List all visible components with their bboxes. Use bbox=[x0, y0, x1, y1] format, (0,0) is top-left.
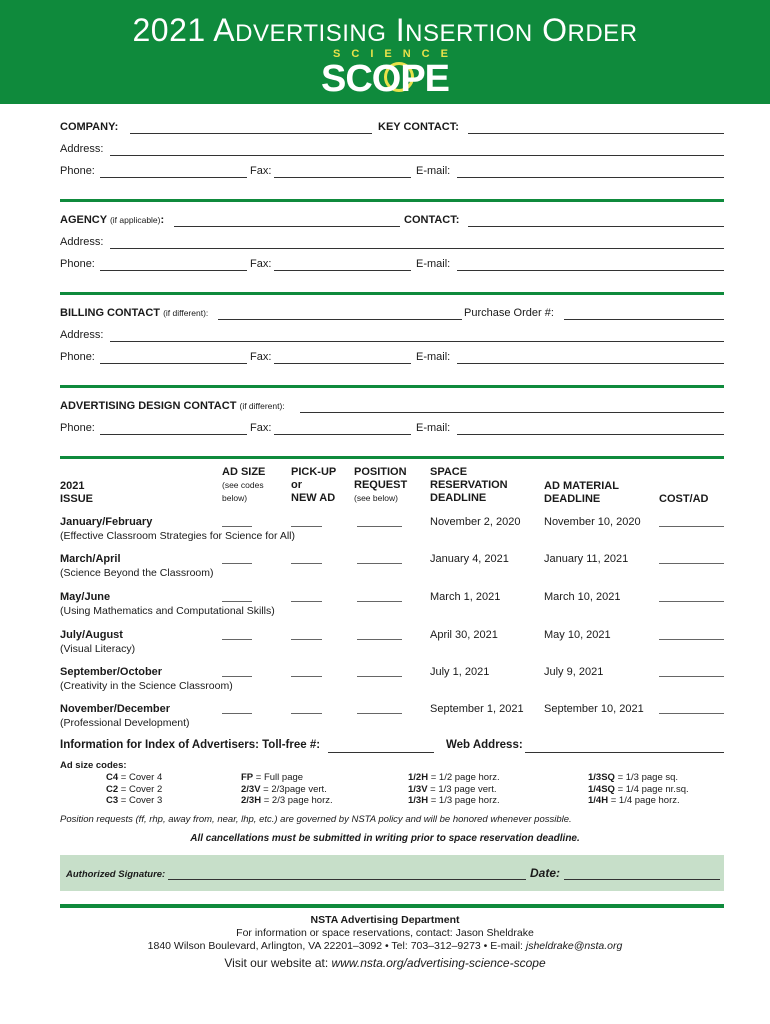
agency-email-field[interactable] bbox=[457, 270, 724, 271]
pickup-field[interactable] bbox=[291, 526, 322, 527]
position-requests-note: Position requests (ff, rhp, away from, near, lhp, etc.) are governed by NSTA policy and will be honored whenever possible. bbox=[60, 814, 572, 825]
phone-label: Phone: bbox=[60, 422, 95, 434]
code-entry: 1/4H = 1/4 page horz. bbox=[588, 795, 680, 806]
billing-email-field[interactable] bbox=[457, 363, 724, 364]
company-phone-row bbox=[60, 165, 724, 181]
agency-phone-field[interactable] bbox=[100, 270, 247, 271]
issue-theme: (Using Mathematics and Computational Skills) bbox=[60, 605, 275, 617]
agency-row bbox=[60, 214, 724, 230]
code-entry: 1/3H = 1/3 page horz. bbox=[408, 795, 500, 806]
section-divider bbox=[60, 385, 724, 388]
pickup-field[interactable] bbox=[291, 713, 322, 714]
ad-size-field[interactable] bbox=[222, 639, 252, 640]
footer-department: NSTA Advertising Department bbox=[310, 914, 460, 926]
position-field[interactable] bbox=[357, 639, 402, 640]
date-label: Date: bbox=[530, 866, 561, 880]
position-field[interactable] bbox=[357, 713, 402, 714]
company-row bbox=[60, 121, 724, 137]
material-deadline: July 9, 2021 bbox=[544, 666, 604, 678]
billing-phone-field[interactable] bbox=[100, 363, 247, 364]
code-entry: 1/3SQ = 1/3 page sq. bbox=[588, 772, 679, 783]
date-field[interactable] bbox=[564, 879, 720, 880]
issue-name: May/June bbox=[60, 591, 111, 603]
section-divider bbox=[60, 199, 724, 202]
position-field[interactable] bbox=[357, 676, 402, 677]
company-label: COMPANY: bbox=[60, 121, 119, 133]
codes-covers bbox=[106, 772, 162, 807]
section-divider bbox=[60, 292, 724, 295]
design-phone-field[interactable] bbox=[100, 434, 247, 435]
agency-label: AGENCY (if applicable): bbox=[60, 214, 165, 226]
fax-label: Fax: bbox=[250, 165, 272, 177]
code-entry: C3 = Cover 3 bbox=[106, 795, 163, 806]
email-label: E-mail: bbox=[416, 165, 451, 177]
ad-size-field[interactable] bbox=[222, 601, 252, 602]
ad-size-field[interactable] bbox=[222, 713, 252, 714]
billing-address-field[interactable] bbox=[110, 341, 724, 342]
issue-theme: (Professional Development) bbox=[60, 717, 190, 729]
pickup-field[interactable] bbox=[291, 676, 322, 677]
issue-theme: (Visual Literacy) bbox=[60, 643, 136, 655]
agency-contact-field[interactable] bbox=[468, 226, 724, 227]
purchase-order-field[interactable] bbox=[564, 319, 724, 320]
space-deadline: September 1, 2021 bbox=[430, 703, 524, 715]
key-contact-field[interactable] bbox=[468, 133, 724, 134]
address-label: Address: bbox=[60, 236, 104, 248]
space-deadline: November 2, 2020 bbox=[430, 516, 521, 528]
email-label: E-mail: bbox=[416, 351, 451, 363]
pickup-field[interactable] bbox=[291, 563, 322, 564]
email-label: E-mail: bbox=[416, 258, 451, 270]
material-deadline: March 10, 2021 bbox=[544, 591, 621, 603]
billing-contact-field[interactable] bbox=[218, 319, 462, 320]
address-label: Address: bbox=[60, 329, 104, 341]
header-pickup: PICK-UP or NEW AD bbox=[291, 466, 337, 504]
footer-email-link[interactable]: jsheldrake@nsta.org bbox=[525, 940, 623, 952]
material-deadline: January 11, 2021 bbox=[544, 553, 629, 565]
section-divider bbox=[60, 456, 724, 459]
material-deadline: May 10, 2021 bbox=[544, 629, 611, 641]
issue-name: March/April bbox=[60, 553, 121, 565]
web-address-label: Web Address: bbox=[446, 739, 523, 751]
index-row bbox=[60, 739, 724, 755]
ad-size-field[interactable] bbox=[222, 563, 252, 564]
header-position: POSITION REQUEST (see below) bbox=[354, 466, 408, 503]
cost-field[interactable] bbox=[659, 601, 724, 602]
issue-name: September/October bbox=[60, 666, 163, 678]
agency-field[interactable] bbox=[174, 226, 400, 227]
design-fax-field[interactable] bbox=[274, 434, 411, 435]
toll-free-field[interactable] bbox=[328, 752, 434, 753]
company-phone-field[interactable] bbox=[100, 177, 247, 178]
agency-fax-field[interactable] bbox=[274, 270, 411, 271]
footer-divider bbox=[60, 904, 724, 908]
footer-website: Visit our website at: www.nsta.org/advertising-science-scope bbox=[224, 956, 546, 970]
position-field[interactable] bbox=[357, 526, 402, 527]
billing-fax-field[interactable] bbox=[274, 363, 411, 364]
space-deadline: March 1, 2021 bbox=[430, 591, 501, 603]
footer-contact-info: For information or space reservations, contact: Jason Sheldrake bbox=[236, 927, 534, 939]
position-field[interactable] bbox=[357, 601, 402, 602]
company-address-field[interactable] bbox=[110, 155, 724, 156]
codes-half-third bbox=[408, 772, 500, 807]
logo-scope-text: SCOPE bbox=[320, 58, 450, 100]
material-deadline: November 10, 2020 bbox=[544, 516, 641, 528]
position-field[interactable] bbox=[357, 563, 402, 564]
cancellation-note: All cancellations must be submitted in writing prior to space reservation deadline. bbox=[190, 833, 580, 844]
issue-name: November/December bbox=[60, 703, 171, 715]
pickup-field[interactable] bbox=[291, 601, 322, 602]
purchase-order-label: Purchase Order #: bbox=[464, 307, 554, 319]
fax-label: Fax: bbox=[250, 258, 272, 270]
header-banner bbox=[0, 0, 770, 104]
address-label: Address: bbox=[60, 143, 104, 155]
cost-field[interactable] bbox=[659, 713, 724, 714]
billing-phone-row bbox=[60, 351, 724, 367]
code-entry: C2 = Cover 2 bbox=[106, 783, 163, 795]
company-address-row bbox=[60, 143, 724, 159]
cost-field[interactable] bbox=[659, 563, 724, 564]
company-fax-field[interactable] bbox=[274, 177, 411, 178]
design-email-field[interactable] bbox=[457, 434, 724, 435]
index-info-label: Information for Index of Advertisers: Toll-free #: bbox=[60, 739, 321, 751]
agency-address-row bbox=[60, 236, 724, 252]
page-title: 2021 ADVERTISING INSERTION ORDER bbox=[132, 12, 638, 48]
authorized-signature-label: Authorized Signature: bbox=[66, 869, 166, 880]
signature-box bbox=[60, 855, 724, 891]
design-contact-row bbox=[60, 400, 724, 416]
issue-theme: (Science Beyond the Classroom) bbox=[60, 567, 214, 579]
issue-theme: (Effective Classroom Strategies for Science for All) bbox=[60, 530, 295, 542]
fax-label: Fax: bbox=[250, 351, 272, 363]
codes-full-twothirds bbox=[241, 772, 333, 807]
header-space-deadline: SPACE RESERVATION DEADLINE bbox=[430, 466, 508, 504]
website-link[interactable]: www.nsta.org/advertising-science-scope bbox=[331, 956, 546, 970]
agency-address-field[interactable] bbox=[110, 248, 724, 249]
issue-name: January/February bbox=[60, 516, 153, 528]
code-entry: C4 = Cover 4 bbox=[106, 772, 163, 783]
fax-label: Fax: bbox=[250, 422, 272, 434]
company-field[interactable] bbox=[130, 133, 372, 134]
phone-label: Phone: bbox=[60, 351, 95, 363]
header-ad-size: AD SIZE (see codes below) bbox=[222, 466, 266, 503]
space-deadline: April 30, 2021 bbox=[430, 629, 498, 641]
header-material-deadline: AD MATERIAL DEADLINE bbox=[544, 480, 619, 505]
company-email-field[interactable] bbox=[457, 177, 724, 178]
ad-size-field[interactable] bbox=[222, 526, 252, 527]
footer-address: 1840 Wilson Boulevard, Arlington, VA 22201–3092 • Tel: 703–312–9273 • E-mail: jsheldrake@nsta.org bbox=[147, 940, 623, 952]
agency-contact-label: CONTACT: bbox=[404, 214, 460, 226]
agency-phone-row bbox=[60, 258, 724, 274]
design-contact-label: ADVERTISING DESIGN CONTACT (if different): bbox=[60, 400, 285, 412]
pickup-field[interactable] bbox=[291, 639, 322, 640]
code-entry: 2/3H = 2/3 page horz. bbox=[241, 795, 333, 806]
ad-size-codes-title: Ad size codes: bbox=[60, 760, 127, 771]
email-label: E-mail: bbox=[416, 422, 451, 434]
design-contact-field[interactable] bbox=[300, 412, 724, 413]
code-entry: FP = Full page bbox=[241, 772, 304, 783]
phone-label: Phone: bbox=[60, 258, 95, 270]
billing-row bbox=[60, 307, 724, 323]
phone-label: Phone: bbox=[60, 165, 95, 177]
code-entry: 1/2H = 1/2 page horz. bbox=[408, 772, 500, 783]
space-deadline: January 4, 2021 bbox=[430, 553, 509, 565]
space-deadline: July 1, 2021 bbox=[430, 666, 490, 678]
code-entry: 1/3V = 1/3 page vert. bbox=[408, 783, 497, 795]
logo-science-text: SCIENCE bbox=[333, 48, 459, 60]
issue-name: July/August bbox=[60, 629, 123, 641]
authorized-signature-field[interactable] bbox=[168, 879, 526, 880]
key-contact-label: KEY CONTACT: bbox=[378, 121, 459, 133]
ad-size-field[interactable] bbox=[222, 676, 252, 677]
issue-theme: (Creativity in the Science Classroom) bbox=[60, 680, 233, 692]
code-entry: 1/4SQ = 1/4 page nr.sq. bbox=[588, 783, 689, 795]
code-entry: 2/3V = 2/3page vert. bbox=[241, 783, 327, 795]
cost-field[interactable] bbox=[659, 526, 724, 527]
header-cost: COST/AD bbox=[659, 493, 709, 505]
web-address-field[interactable] bbox=[525, 752, 724, 753]
cost-field[interactable] bbox=[659, 639, 724, 640]
billing-contact-label: BILLING CONTACT (if different): bbox=[60, 307, 209, 319]
design-phone-row bbox=[60, 422, 724, 438]
cost-field[interactable] bbox=[659, 676, 724, 677]
material-deadline: September 10, 2021 bbox=[544, 703, 644, 715]
header-issue: 2021 ISSUE bbox=[60, 480, 94, 505]
billing-address-row bbox=[60, 329, 724, 345]
codes-third-quarter bbox=[588, 772, 689, 807]
